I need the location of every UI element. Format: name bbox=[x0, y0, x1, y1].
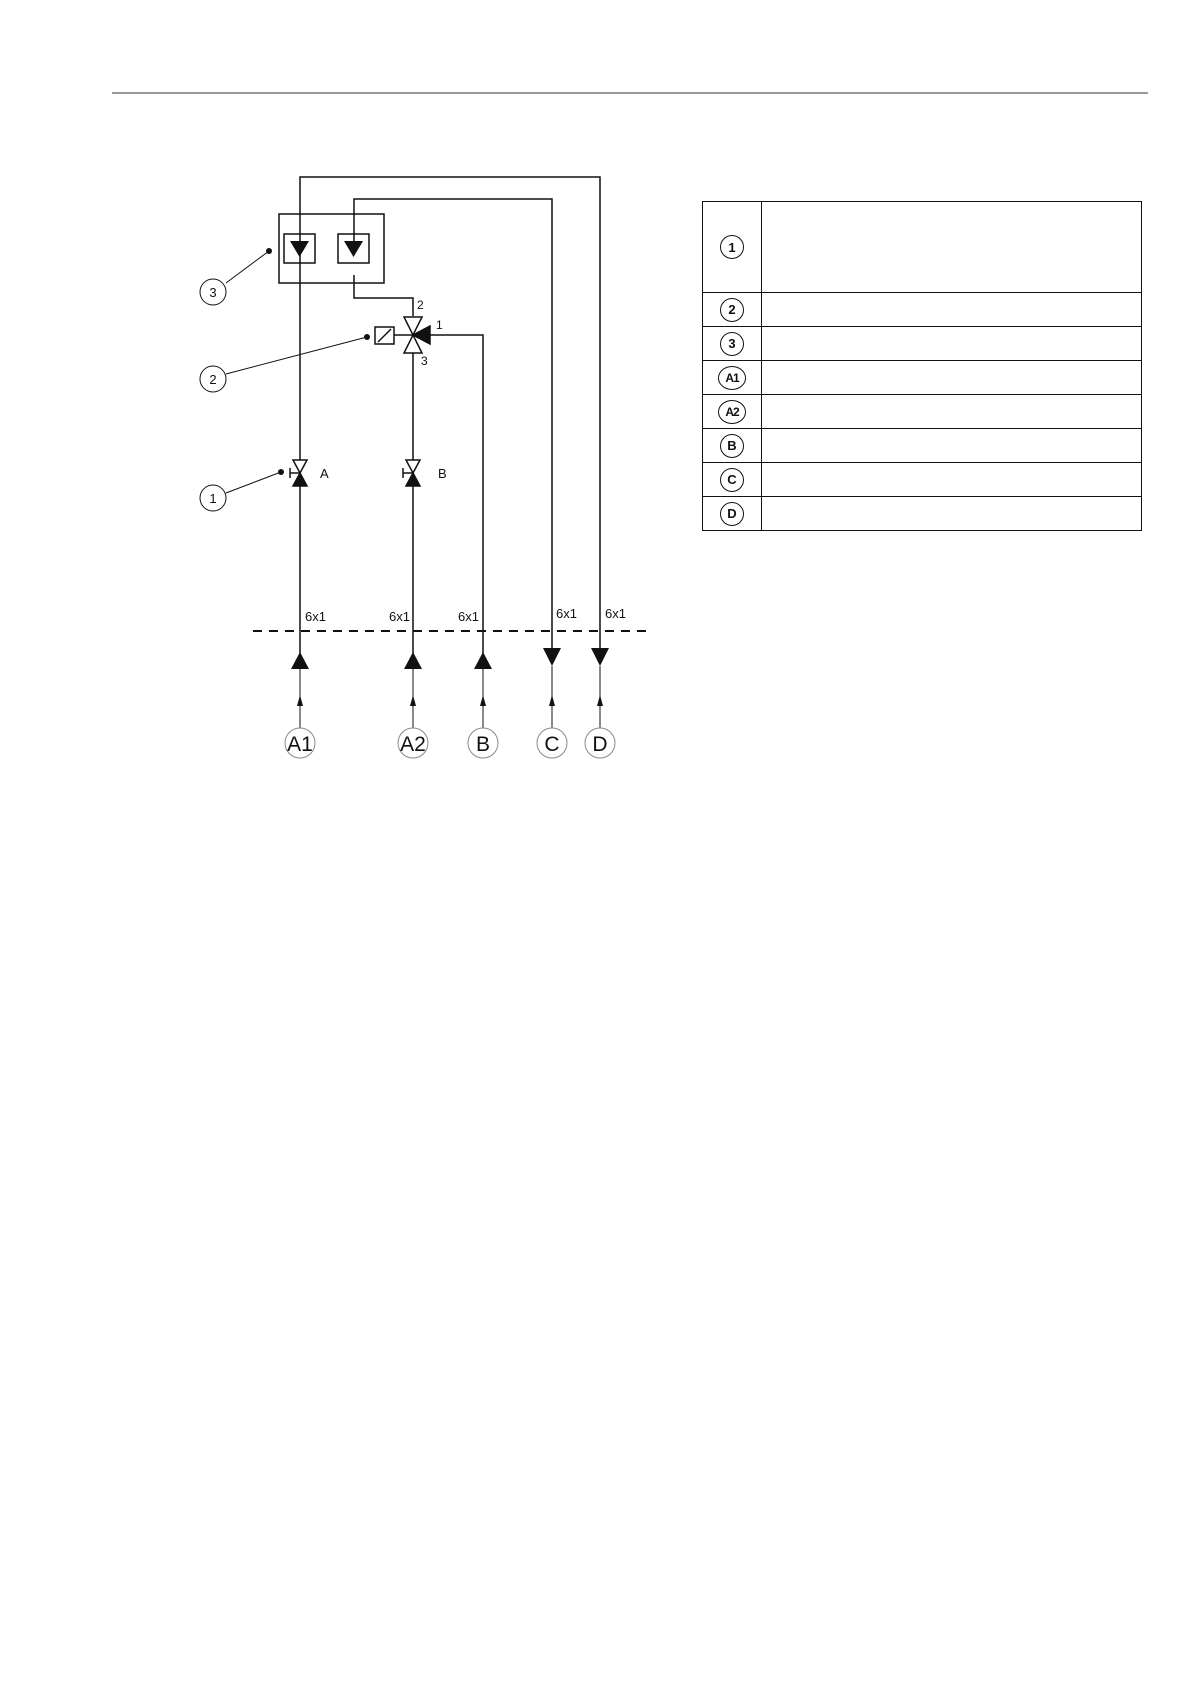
valve-b-label: B bbox=[438, 466, 447, 481]
legend-badge: D bbox=[720, 502, 744, 526]
legend-badge: 3 bbox=[720, 332, 744, 356]
legend-badge: 1 bbox=[720, 235, 744, 259]
legend-row bbox=[703, 497, 1142, 531]
port-3-label: 3 bbox=[421, 354, 428, 368]
legend-row bbox=[703, 429, 1142, 463]
legend-description bbox=[762, 497, 1142, 531]
legend-row bbox=[703, 202, 1142, 293]
connection-b: B bbox=[475, 733, 491, 756]
legend-badge: A1 bbox=[718, 366, 746, 390]
legend-row bbox=[703, 327, 1142, 361]
port-2-label: 2 bbox=[417, 298, 424, 312]
legend-description bbox=[762, 327, 1142, 361]
connection-c: C bbox=[544, 733, 560, 756]
pipe-d-line bbox=[300, 177, 600, 655]
valve-b-symbol bbox=[403, 460, 420, 486]
connection-d: D bbox=[592, 733, 608, 756]
legend-badge: B bbox=[720, 434, 744, 458]
legend-row bbox=[703, 361, 1142, 395]
legend-description bbox=[762, 463, 1142, 497]
legend-badge: A2 bbox=[718, 400, 746, 424]
legend-table bbox=[702, 201, 1142, 531]
legend-badge: C bbox=[720, 468, 744, 492]
legend-description bbox=[762, 361, 1142, 395]
legend-description bbox=[762, 202, 1142, 293]
legend-row bbox=[703, 293, 1142, 327]
valve-a-symbol bbox=[290, 460, 307, 486]
legend-description bbox=[762, 395, 1142, 429]
pipe-a2-size: 6x1 bbox=[389, 609, 410, 624]
legend-description bbox=[762, 429, 1142, 463]
callout-1: 1 bbox=[209, 491, 217, 506]
legend-row bbox=[703, 463, 1142, 497]
connection-a2: A2 bbox=[400, 733, 426, 756]
pipe-c-size: 6x1 bbox=[556, 606, 577, 621]
callout-3: 3 bbox=[209, 285, 217, 300]
connection-a1: A1 bbox=[287, 733, 313, 756]
pipe-a1-size: 6x1 bbox=[305, 609, 326, 624]
valve-a-label: A bbox=[320, 466, 329, 481]
legend-description bbox=[762, 293, 1142, 327]
callout-2: 2 bbox=[209, 372, 217, 387]
pipe-d-size: 6x1 bbox=[605, 606, 626, 621]
legend-badge: 2 bbox=[720, 298, 744, 322]
legend-row bbox=[703, 395, 1142, 429]
pipe-b-size: 6x1 bbox=[458, 609, 479, 624]
port-1-label: 1 bbox=[436, 318, 443, 332]
pipe-b-line bbox=[426, 335, 483, 655]
